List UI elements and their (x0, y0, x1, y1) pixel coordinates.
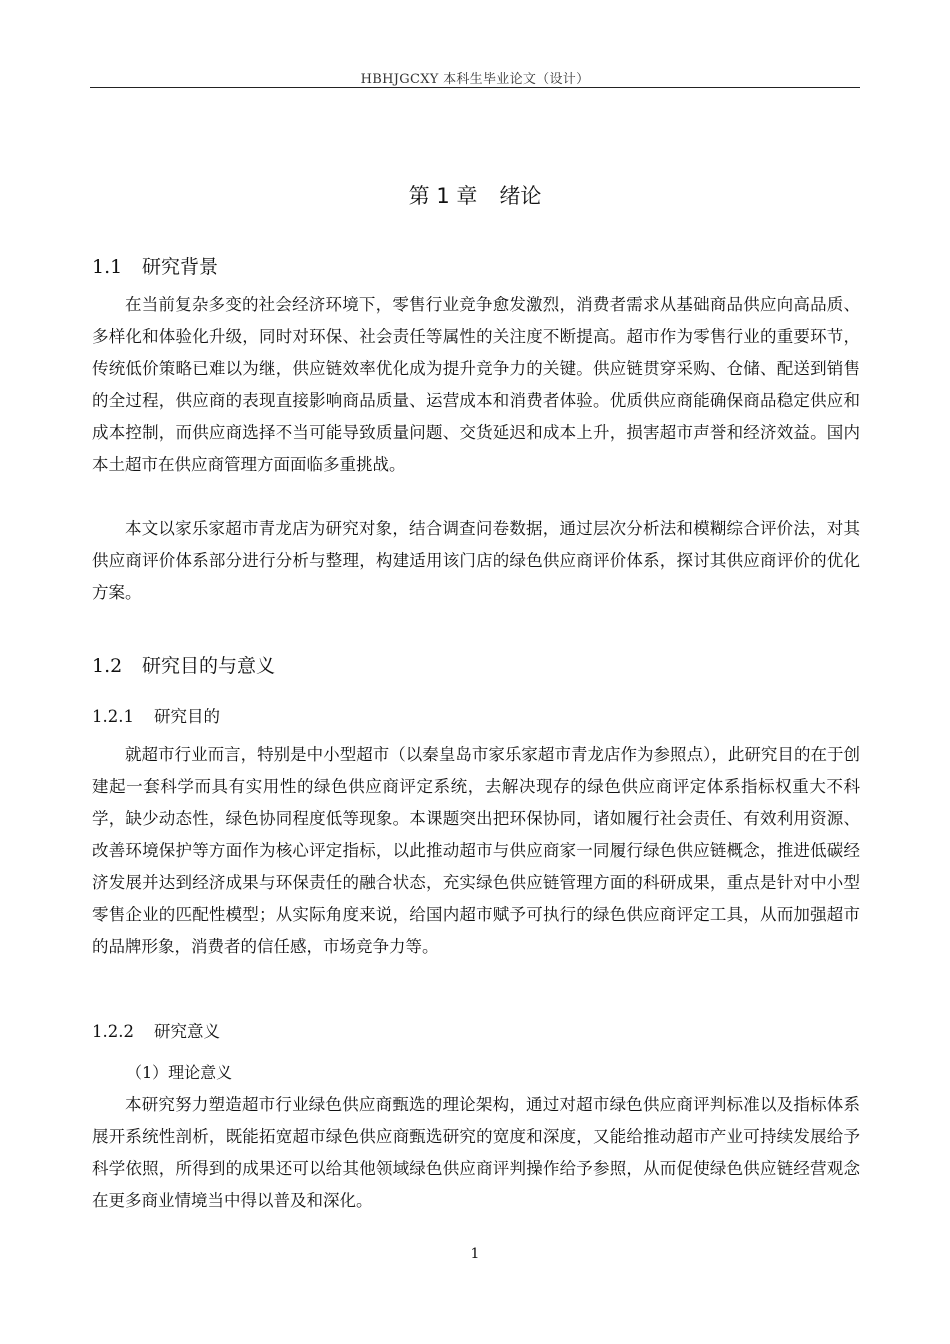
subsection-heading-1-2-1 (92, 703, 220, 727)
paragraph-significance: 本研究努力塑造超市行业绿色供应商甄选的理论架构，通过对超市绿色供应商评判标准以及指标体系展开系统性剖析，既能拓宽超市绿色供应商甄选研究的宽度和深度，又能给推动超市产业可持续发展给予科学依照，所得到的成果还可以给其他领域绿色供应商评判操作给予参照，从而促使绿色供应链经营观念在更多商业情境当中得以普及和深化。 (92, 1095, 860, 1210)
section-title: 研究背景 (142, 256, 219, 278)
subsection-number: 1.2.2 (92, 1022, 134, 1041)
header-rule (90, 87, 860, 88)
paragraph-background-1: 在当前复杂多变的社会经济环境下，零售行业竞争愈发激烈，消费者需求从基础商品供应向高品质、多样化和体验化升级，同时对环保、社会责任等属性的关注度不断提高。超市作为零售行业的重要环节，传统低价策略已难以为继，供应链效率优化成为提升竞争力的关键。供应链贯穿采购、仓储、配送到销售的全过程，供应商的表现直接影响商品质量、运营成本和消费者体验。优质供应商能确保商品稳定供应和成本控制，而供应商选择不当可能导致质量问题、交货延迟和成本上升，损害超市声誉和经济效益。国内本土超市在供应商管理方面面临多重挑战。 (92, 295, 860, 474)
subsection-number: 1.2.1 (92, 707, 134, 726)
section-heading-1-1 (92, 252, 218, 279)
section-number: 1.2 (92, 655, 123, 677)
section-heading-1-2 (92, 651, 275, 678)
running-header: HBHJGCXY 本科生毕业论文（设计） (360, 72, 590, 87)
chapter-title (90, 180, 860, 210)
sub-label-theoretical: （1）理论意义 (126, 1063, 233, 1082)
paragraph-background-2: 本文以家乐家超市青龙店为研究对象，结合调查问卷数据，通过层次分析法和模糊综合评价法，对其供应商评价体系部分进行分析与整理，构建适用该门店的绿色供应商评价体系，探讨其供应商评价的优化方案。 (92, 519, 860, 602)
subsection-title: 研究目的 (154, 707, 220, 726)
section-title: 研究目的与意义 (142, 655, 276, 677)
chapter-number: 第 1 章 (408, 184, 478, 208)
paragraph-purpose: 就超市行业而言，特别是中小型超市（以秦皇岛市家乐家超市青龙店作为参照点），此研究目的在于创建起一套科学而具有实用性的绿色供应商评定系统，去解决现存的绿色供应商评定体系指标权重大不科学，缺少动态性，绿色协同程度低等现象。本课题突出把环保协同，诸如履行社会责任、有效利用资源、改善环境保护等方面作为核心评定指标，以此推动超市与供应商家一同履行绿色供应链概念，推进低碳经济发展并达到经济成果与环保责任的融合状态，充实绿色供应链管理方面的科研成果，重点是针对中小型零售企业的匹配性模型；从实际角度来说，给国内超市赋予可执行的绿色供应商评定工具，从而加强超市的品牌形象，消费者的信任感，市场竞争力等。 (92, 745, 860, 956)
subsection-heading-1-2-2 (92, 1018, 220, 1042)
subsection-title: 研究意义 (154, 1022, 220, 1041)
page-number: 1 (470, 1246, 480, 1262)
section-number: 1.1 (92, 256, 123, 278)
chapter-name: 绪论 (499, 184, 542, 208)
